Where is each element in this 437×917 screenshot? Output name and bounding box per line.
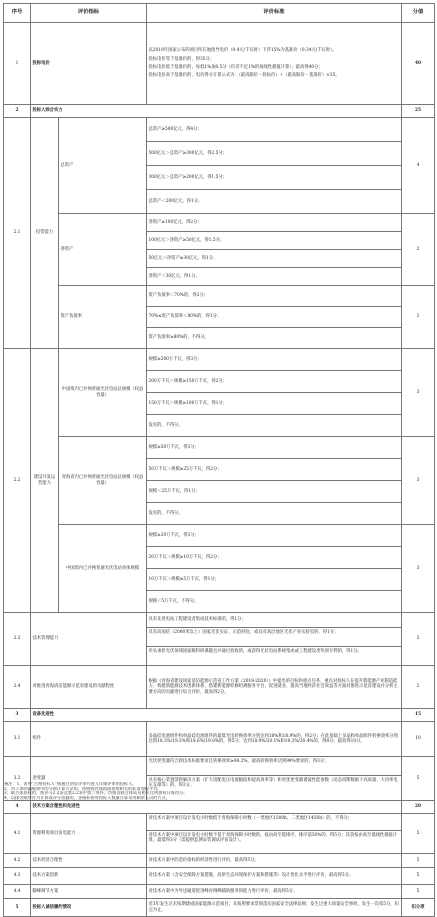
standard-line: 对技术方案中项目设计发电小时数低于青海保障小时数（一类地区1500h，二类地区1450h）的，不得分； — [147, 814, 401, 831]
row-standard — [147, 437, 402, 525]
row-no: 3.1 — [4, 722, 31, 757]
table-row — [4, 437, 435, 525]
row-score: 5 — [402, 885, 435, 899]
row-standard: 对技术方案中的造价指标的经济性进行评价，最高得5分。 — [147, 854, 402, 868]
standard-line: 投标电价低于基准价的，每低1%加0.5分（价差不足1%的按线性插值计算），最高得40分； — [148, 65, 323, 70]
row-standard: 多晶硅电池组件和单晶硅电池组件的最低光电转换效率分别达到18%和18.9%的，得2分；在此基础上多晶和单晶组件转换效率分别达到18.3%/19.5%和18.6%/19.8%的，得5分；达到18.9%/20.1%和19.2%/20.4%的，得8分；最高得10分。 — [147, 722, 402, 757]
row-score: 扣分项 — [402, 899, 435, 917]
standard-line: 300亿元＞总资产≥200亿元，得1.5分； — [147, 166, 401, 190]
row-score: 3 — [402, 349, 435, 437]
sub-index: 净资产 — [59, 214, 147, 286]
standard-line: 规模≥200万千瓦，得3分； — [147, 349, 401, 371]
sub-index: 总资产 — [59, 118, 147, 214]
row-score: 5 — [402, 814, 435, 854]
row-index: 投标电价 — [31, 23, 147, 105]
standard-line: 具有先进电站工程建设者集成技术标准的，得1分； — [147, 613, 401, 628]
table-row — [4, 525, 435, 613]
footnote: 2、对于本明确规则中的分数计算方法的，按照线性插值或按照相关的标准加权平均。 — [4, 786, 162, 791]
standard-line: 150万千瓦＞规模≥100万千瓦，得1分； — [147, 393, 401, 415]
standard-line: 10万千瓦＞规模≥5万千瓦，得1分； — [147, 569, 401, 591]
row-standard: 对技术方案（含安全保障方案措施、高原生态环境保护方案和措施等）设计优化水平进行评价，最高得5分。 — [147, 868, 402, 885]
standard-line: 规模＜25万千瓦，得1分； — [147, 481, 401, 503]
row-standard — [147, 23, 402, 105]
row-index: 技术管理能力 — [31, 613, 147, 666]
standard-line: 没有的，不得分。 — [148, 511, 183, 516]
row-no: 2.1 — [4, 118, 31, 349]
standard-line: 以2019年国家公布的项目所在地指导电价（0.4元/千瓦时）下浮15%为基准价（0.34元/千瓦时）。 — [148, 48, 337, 54]
footnote: 4、以排名顺序作为计算或评分依据的，各指标按对投标人数量计算采用剩余人员的方式。 — [4, 795, 170, 800]
row-no: 4.4 — [4, 885, 31, 899]
section-score: 20 — [402, 801, 435, 814]
table-row — [4, 613, 435, 666]
section-no: 3 — [4, 709, 31, 722]
row-score: 3 — [402, 613, 435, 666]
row-no: 2.4 — [4, 666, 31, 709]
row-score: 2 — [402, 666, 435, 709]
row-no: 4.3 — [4, 868, 31, 885]
standard-line: 总资产≥500亿元，得4分； — [147, 118, 401, 142]
row-index: 资源利用项目发电能力 — [31, 814, 147, 854]
row-standard — [147, 525, 402, 613]
table-row — [4, 885, 435, 899]
row-no: 4.2 — [4, 854, 31, 868]
row-index: 对推进青海清洁能源示范省建设的贡献程度 — [31, 666, 147, 709]
table-header-row — [4, 4, 435, 23]
row-index: 投标人诚信履约情况 — [31, 899, 147, 917]
standard-line: 具有核心装置创新解决方案（扩大适配电压电流幅值和提高效率等）和更优逆变器谐波性能参数（动态同期数据下高质量、大功率电压支撑等）的，得2分。 — [148, 778, 398, 789]
sub-index: 中国境内已并网普通光伏电站单体规模 — [59, 525, 147, 613]
row-index: 建设开发运营能力 — [31, 349, 59, 613]
header-no: 序号 — [4, 4, 31, 23]
footnote: 备注：1、表中“合格投标人”指通过初步评审并进入详细评审的投标人。 — [4, 782, 137, 786]
row-index: 技术经济合理性 — [31, 854, 147, 868]
row-score: 3 — [402, 525, 435, 613]
row-standard — [147, 613, 402, 666]
table-row — [4, 814, 435, 854]
row-no: 5 — [4, 899, 31, 917]
table-row — [4, 666, 435, 709]
row-score: 5 — [402, 757, 435, 801]
row-standard — [147, 814, 402, 854]
row-index: 组件 — [31, 722, 147, 757]
table-row — [4, 722, 435, 757]
standard-line: 投标电价等于基准价的，得35分； — [148, 56, 215, 62]
sub-index: 青海省内已并网普通光伏电站总规模（权益容量） — [59, 437, 147, 525]
header-standard: 评价标准 — [147, 4, 402, 23]
footnote: 3、联合体投标的，按评分2.2条及第2.2条中第三项外，均按各联合体成员相应比例加权计算得分。 — [4, 791, 188, 796]
standard-line: 50万千瓦＞规模≥25万千瓦，得2分； — [147, 459, 401, 481]
section-name: 技术方案合理性和先进性 — [31, 801, 402, 814]
row-no: 4.1 — [4, 814, 31, 854]
header-score: 分值 — [402, 4, 435, 23]
row-index: 投资能力 — [31, 118, 59, 349]
standard-line: 资产负债率≥80%的，不得分。 — [148, 335, 209, 340]
standard-line: 牵头承担光伏领域国家级科研课题且并通过验收的，或获得光伏电站系统集成或工程建设类奖项专利的，得1分。 — [148, 649, 362, 654]
standard-line: 200万千瓦＞规模≥150万千瓦，得2分； — [147, 371, 401, 393]
table-row — [4, 899, 435, 917]
footnotes — [4, 782, 434, 800]
row-standard: 对技术方案中为外送通道促进峰谷调峰辅助服务的能力进行评价，最高得5分。 — [147, 885, 402, 899]
row-score: 3 — [402, 437, 435, 525]
table-row — [4, 118, 435, 214]
section-score: 15 — [402, 709, 435, 722]
row-score: 40 — [402, 23, 435, 105]
row-score: 10 — [402, 722, 435, 757]
section-row — [4, 105, 435, 118]
section-row — [4, 709, 435, 722]
standard-line: 总资产＜200亿元，得1分。 — [148, 199, 203, 204]
section-row — [4, 801, 435, 814]
standard-line: 资产负债率＜70%的，得2分； — [147, 286, 401, 307]
section-no: 2 — [4, 105, 31, 118]
table-row — [4, 854, 435, 868]
row-score: 4 — [402, 118, 435, 214]
header-index: 评价指标 — [31, 4, 147, 23]
section-name: 投标人综合实力 — [31, 105, 402, 118]
standard-line: 净资产≥100亿元，得2分； — [147, 214, 401, 232]
section-score: 25 — [402, 105, 435, 118]
row-no: 3.2 — [4, 757, 31, 801]
table-row — [4, 349, 435, 437]
standard-line: 光伏逆变器符合新技术标准要求且转换效率≥98.2%，最高转换效率达到99%要求的，得3分； — [147, 757, 401, 776]
row-standard: 根据《青海省建设国家清洁能源示范省工作方案（2018-2020）》中提出的目标和重点任务，重点对投标人在提升新能源产业制造能力、构建新能源技术创新体系、搭建新能源检修检测服务平台、促进就业、提高当地经济社会效益等方面对推进示范省建设并分析主要方向的贡献进行综合评价，最高得2分。 — [147, 666, 402, 709]
standard-line: 具有高加倍（2000米以上）国家光伏实证、示范经验，或具有高层地区光伏产业实验室的，得1分； — [147, 628, 401, 647]
row-standard: 近3年发生过未按期建成国家能源示范项目；未按照要求贯彻落实国家安全法律法规；发生过重大质量安全事故，发生一次扣5分，扣完为止。 — [147, 899, 402, 917]
row-index: 技术方案创新 — [31, 868, 147, 885]
table-row — [4, 23, 435, 105]
row-index: 逆变器 — [31, 757, 147, 801]
standard-line: 50亿元＞净资产≥30亿元，得1分。 — [147, 250, 401, 268]
standard-line: 规模≥50万千瓦，得3分； — [147, 437, 401, 459]
standard-line: 净资产＜30亿元，得1分。 — [148, 274, 200, 279]
row-no: 2.3 — [4, 613, 31, 666]
row-score: 5 — [402, 854, 435, 868]
row-index: 脚峰调节方案 — [31, 885, 147, 899]
standard-line: 70%≤资产负债率＜80%的，得1分； — [147, 307, 401, 328]
standard-line: 对技术方案中项目设计发电小时数不低于青海保障小时数的，按由高至低排序，排序前30%的，得5分；其余按由高至低线性插值计算，最低得3分（需提供监测安装调试评估设计）。 — [148, 833, 398, 844]
standard-line: 没有的，不得分。 — [148, 423, 183, 428]
table-row — [4, 214, 435, 286]
sub-index: 中国境内已并网普通光伏电站总规模（权益容量） — [59, 349, 147, 437]
standard-line: 规模≥20万千瓦，得3分； — [147, 525, 401, 547]
table-row — [4, 286, 435, 349]
row-standard — [147, 118, 402, 214]
row-standard — [147, 214, 402, 286]
row-standard — [147, 286, 402, 349]
table-row — [4, 868, 435, 885]
standard-line: 500亿元＞总资产≥300亿元，得2.5分； — [147, 142, 401, 166]
standard-line: 规模＜5万千瓦，不得分。 — [148, 599, 199, 604]
section-name: 设备先进性 — [31, 709, 402, 722]
row-standard — [147, 349, 402, 437]
scoring-criteria-table — [3, 3, 435, 917]
standard-line: 100亿元＞净资产≥50亿元，得1.5分； — [147, 232, 401, 250]
row-score: 5 — [402, 868, 435, 885]
standard-line: 投标电价高于基准价的，电价得分计算公式为：（最高限价－投标价）÷（最高限价－基准价）×35。 — [148, 73, 340, 79]
row-no: 2.2 — [4, 349, 31, 613]
section-no: 4 — [4, 801, 31, 814]
row-no: 1 — [4, 23, 31, 105]
sub-index: 资产负债率 — [59, 286, 147, 349]
standard-line: 20万千瓦＞规模≥10万千瓦，得2分； — [147, 547, 401, 569]
row-score: 2 — [402, 286, 435, 349]
row-score: 2 — [402, 214, 435, 286]
